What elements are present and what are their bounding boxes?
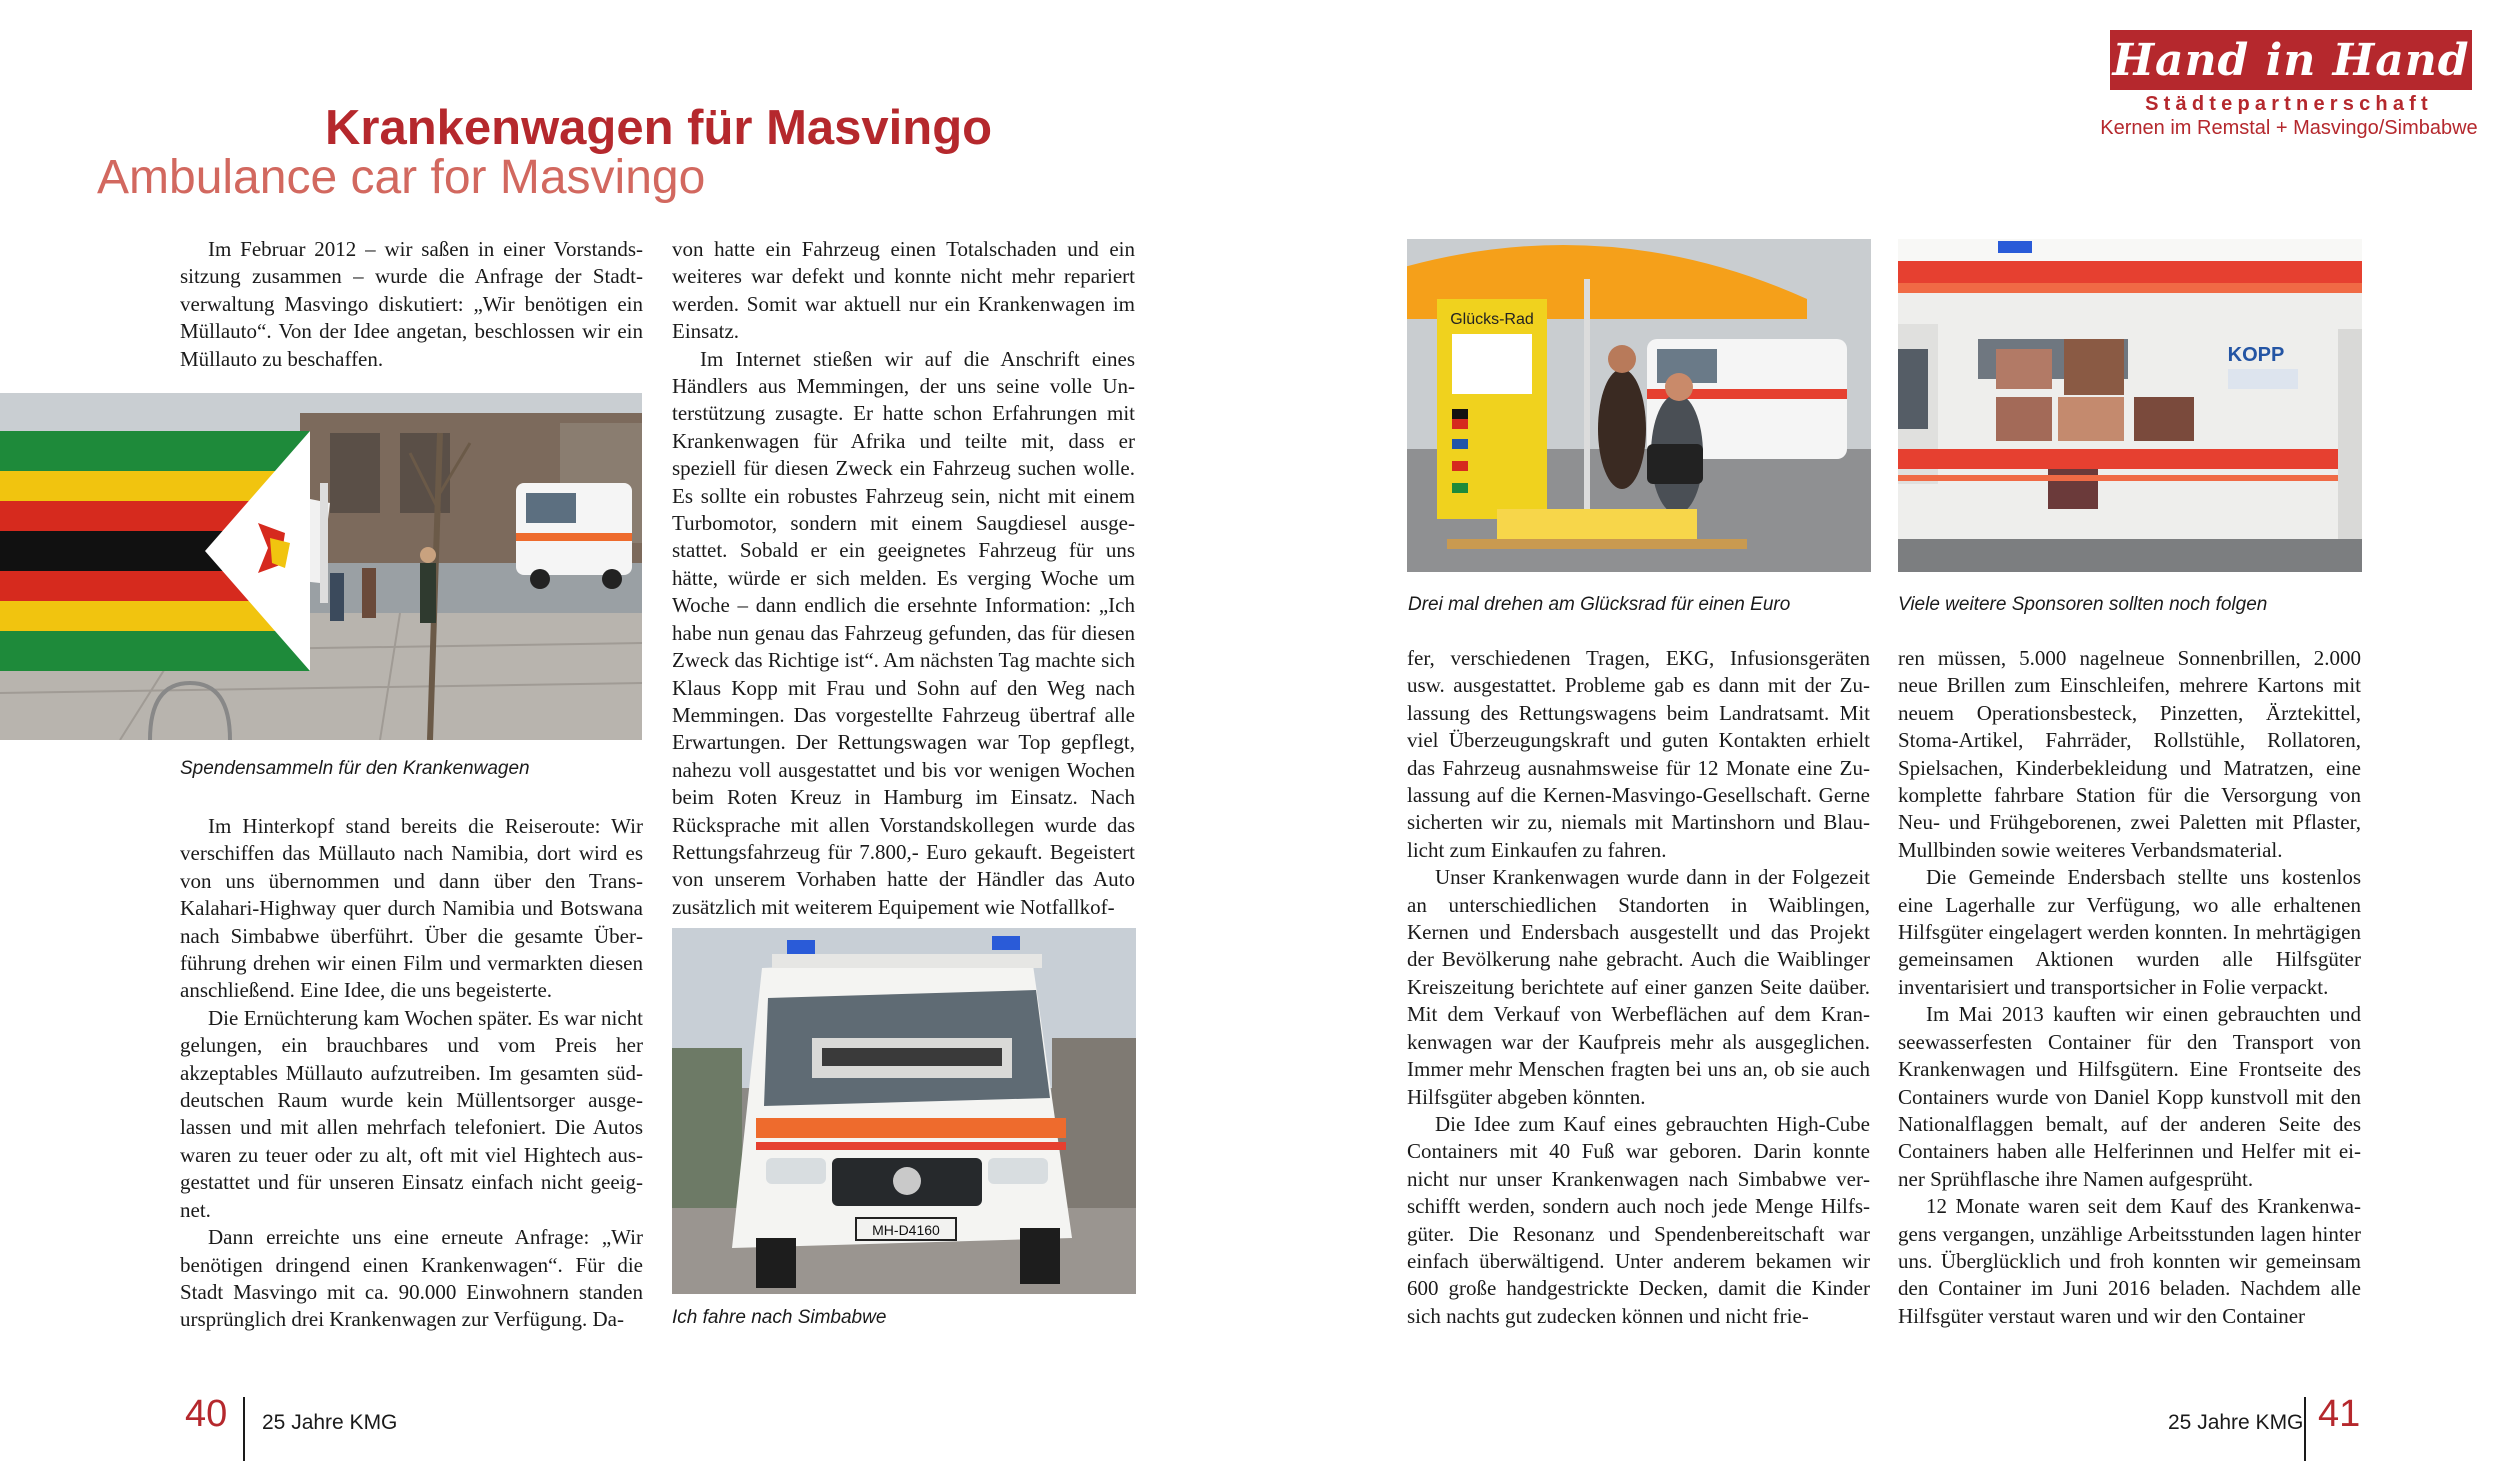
caption-sponsors: Viele weitere Sponsoren sollten noch folgen [1898,594,2268,615]
photo-flag-image [0,393,642,740]
caption-wheel: Drei mal drehen am Glücksrad für einen Euro [1408,594,1791,615]
photo-wheel-image [1407,239,1871,572]
paragraph: Die Idee zum Kauf eines gebrauchten High-Cube Containers mit 40 Fuß war geboren. Darin konnte nicht nur unser Krankenwagen nach Simbabwe verschifft werden, sondern auch noch jede Menge Hilfsgüter. Die Resonanz und Spendenbereitschaft war einfach überwältigend. Unter anderem bekamen wir 600 große handgestrickte Decken, damit die Kinder sich nachts gut zudecken können und nicht frie- [1407,1111,1870,1328]
footer-label-right: 25 Jahre KMG [2168,1411,2304,1434]
text-column-2 [672,236,1135,921]
photo-van-image [672,928,1136,1294]
photo-side-image [1898,239,2362,572]
license-plate: MH-D4160 [872,1222,940,1238]
caption-fundraising: Spendensammeln für den Krankenwagen [180,758,530,779]
footer-divider-right [2304,1397,2306,1461]
text-column-3 [1407,645,1870,1330]
text-column-1-bottom [180,813,643,1334]
paragraph: ren müssen, 5.000 nagelneue Sonnenbrillen, 2.000 neue Brillen zum Einschleifen, mehrere Kartons mit neuem Operationsbesteck, Pinzetten, Ärztekittel, Stoma-Artikel, Fahrräder, Rollstühle, Rollatoren, Spielsachen, Kinderbekleidung und Matratzen, eine komplette fahrbare Station für die Versorgung von Neu- und Frühgeborenen, zwei Paletten mit Pflaster, Mullbinden sowie weiteres Verbandsmaterial. [1898,646,2361,862]
title-german: Krankenwagen für Masvingo [325,101,993,155]
paragraph: von hatte ein Fahrzeug einen Totalschaden und ein weiteres war defekt und konnte nicht mehr repariert werden. Somit war aktuell nur ein Krankenwagen im Einsatz. [672,237,1135,344]
logo-subtitle: Städtepartnerschaft [2145,93,2433,115]
photo-wheel-of-fortune [1407,239,1871,572]
sponsor-logo: KOPP [2227,344,2285,366]
paragraph: Im Februar 2012 – wir saßen in einer Vorstandssitzung zusammen – wurde die Anfrage der Stadtverwaltung Masvingo diskutiert: „Wir benötigen ein Müllauto“. Von der Idee angetan, beschlossen wir ein Müllauto zu beschaffen. [180,237,643,371]
page-number-left: 40 [185,1393,228,1435]
paragraph: Unser Krankenwagen wurde dann in der Folgezeit an unterschiedlichen Standorten in Waiblingen, Kernen und Endersbach ausgestellt und das Projekt der Bevölkerung nahe gebracht. Auch die Waiblinger Kreiszeitung berichtete auf einer ganzen Seite daüber. Mit dem Verkauf von Werbeflächen auf dem Krankenwagen war der Kaufpreis mehr als ausgeglichen. Immer mehr Menschen fragten bei uns an, ob sie auch Hilfsgüter abgeben könnten. [1407,865,1870,1109]
paragraph: Im Hinterkopf stand bereits die Reiseroute: Wir verschiffen das Müllauto nach Namibia, dort wird es von uns übernommen und dann über den Trans-Kalahari-Highway quer durch Namibia und Botswana nach Simbabwe überführt. Über die gesamte Überführung drehen wir einen Film und vermarkten diesen anschließend. Eine Idee, die uns begeisterte. [180,814,643,1003]
logo-partners: Kernen im Remstal + Masvingo/Simbabwe [2100,117,2478,139]
photo-fundraising-stand [0,393,642,740]
title-english: Ambulance car for Masvingo [97,151,706,204]
paragraph: fer, verschiedenen Tragen, EKG, Infusionsgeräten usw. ausgestattet. Probleme gab es dann mit der Zulassung des Rettungswagens beim Landratsamt. Mit viel Überzeugungskraft und guten Kontakten erhielt das Fahrzeug ausnahmsweise für 12 Monate eine Zulassung auf die Kernen-Masvingo-Gesellschaft. Gerne sicherten wir zu, niemals mit Martinshorn und Blaulicht zum Einkaufen zu fahren. [1407,646,1870,862]
photo-ambulance-front [672,928,1136,1294]
footer-divider-left [243,1397,245,1461]
photo-ambulance-side [1898,239,2362,572]
paragraph: Dann erreichte uns eine erneute Anfrage: „Wir benötigen dringend einen Krankenwagen“. Für die Stadt Masvingo mit ca. 90.000 Einwohnern standen ursprünglich drei Krankenwagen zur Verfügung. Da- [180,1225,643,1332]
paragraph: 12 Monate waren seit dem Kauf des Krankenwagens vergangen, unzählige Arbeitsstunden lagen hinter uns. Überglücklich und froh konnten wir gemeinsam den Container im Juni 2016 beladen. Nachdem alle Hilfsgüter verstaut waren und wir den Container [1898,1194,2361,1328]
paragraph: Im Mai 2013 kauften wir einen gebrauchten und seewasserfesten Container für den Transport von Krankenwagen und Hilfsgütern. Eine Frontseite des Containers wurde von Daniel Kopp kunstvoll mit den Nationalflaggen bemalt, auf der anderen Seite des Containers haben alle Helferinnen und Helfer mit einer Sprühflasche ihre Namen aufgesprüht. [1898,1002,2361,1191]
page-number-right: 41 [2318,1393,2361,1435]
text-column-1-top [180,236,643,373]
text-column-4 [1898,645,2361,1330]
paragraph: Im Internet stießen wir auf die Anschrift eines Händlers aus Memmingen, der uns seine volle Unterstützung zusagte. Er hatte schon Erfahrungen mit Krankenwagen für Afrika und teilte mit, dass er speziell für diesen Zweck ein Fahrzeug suchen wolle. Es sollte ein robustes Fahrzeug sein, nicht mit einem Turbomotor, sondern mit einem Saugdiesel ausgestattet. Sobald er ein geeignetes Fahrzeug für uns hätte, würde er sich melden. Es verging Woche um Woche – dann endlich die ersehnte Information: „Ich habe nun genau das Fahrzeug gefunden, das für diesen Zweck das Richtige ist“. Am nächsten Tag machte sich Klaus Kopp mit Frau und Sohn auf den Weg nach Memmingen. Das vorgestellte Fahrzeug übertraf alle Erwartungen. Der Rettungswagen war Top gepflegt, nahezu voll ausgestattet und bis vor wenigen Wochen beim Roten Kreuz in Hamburg im Einsatz. Nach Rücksprache mit allen Vorstandskollegen wurde das Rettungsfahrzeug für 7.800,- Euro gekauft. Begeistert von unserem Vorhaben hatte der Händler das Auto zusätzlich mit weiterem Equipement wie Notfallkof- [672,346,1135,919]
paragraph: Die Ernüchterung kam Wochen später. Es war nicht gelungen, ein brauchbares und vom Preis her akzeptables Müllauto aufzutreiben. Im gesamten süddeutschen Raum wurde kein Müllentsorger ausgelassen und mit allen mehrfach telefoniert. Die Autos waren zu teuer oder zu alt, oft mit viel Hightech ausgestattet und für unseren Einsatz einfach nicht geeignet. [180,1005,643,1222]
paragraph: Die Gemeinde Endersbach stellte uns kostenlos eine Lagerhalle zur Verfügung, wo alle erhaltenen Hilfsgüter eingelagert werden konnten. In mehrtägigen gemeinsamen Aktionen wurden alle Hilfsgüter inventarisiert und transportsicher in Folie verpackt. [1898,865,2361,999]
hand-in-hand-logo: Hand in Hand [2110,30,2472,90]
wheel-sign: Glücks-Rad [1450,311,1534,328]
footer-label-left: 25 Jahre KMG [262,1411,398,1434]
caption-ambulance: Ich fahre nach Simbabwe [672,1307,887,1328]
